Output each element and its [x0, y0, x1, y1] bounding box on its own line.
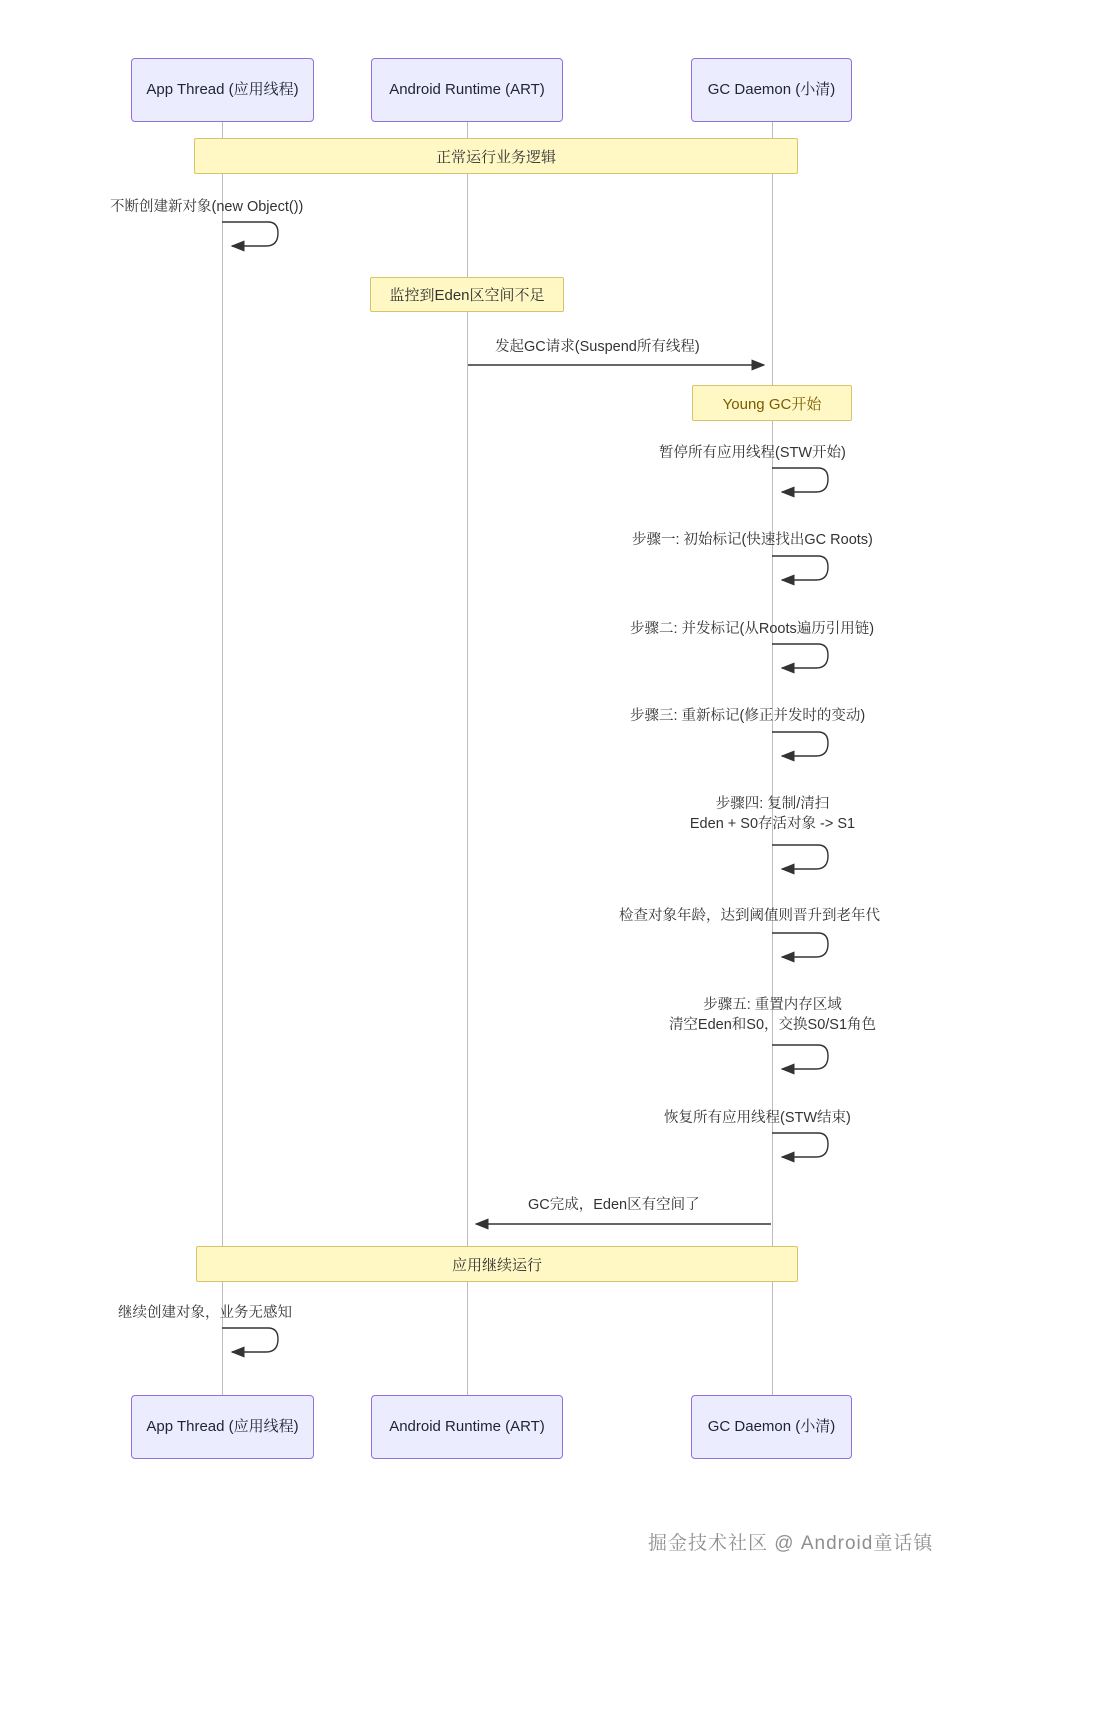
label-msg-stw-end: 恢复所有应用线程(STW结束)	[664, 1110, 851, 1126]
note-app-continue	[196, 1246, 798, 1282]
lifeline-app	[222, 122, 223, 1395]
note-text: Young GC开始	[722, 395, 822, 413]
actor-label: GC Daemon (小清)	[707, 1418, 836, 1435]
lifeline-gc	[772, 122, 773, 1395]
actor-app-thread-bottom[interactable]	[131, 1395, 314, 1459]
label-msg-step4	[640, 795, 905, 834]
label-line-1: 步骤五: 重置内存区域	[703, 997, 842, 1013]
label-msg-step3: 步骤三: 重新标记(修正并发时的变动)	[630, 708, 866, 724]
actor-android-runtime-bottom[interactable]	[371, 1395, 563, 1459]
label-msg-gc-done: GC完成，Eden区有空间了	[528, 1197, 700, 1213]
label-line-2: Eden + S0存活对象 -> S1	[689, 815, 856, 832]
actor-label: Android Runtime (ART)	[389, 81, 545, 98]
actor-label: App Thread (应用线程)	[146, 1418, 299, 1435]
label-msg-step1: 步骤一: 初始标记(快速找出GC Roots)	[632, 532, 873, 548]
label-msg-gc-request: 发起GC请求(Suspend所有线程)	[495, 339, 700, 355]
label-msg-step5	[650, 996, 895, 1035]
actor-label: GC Daemon (小清)	[707, 81, 836, 98]
label-msg-age-check: 检查对象年龄，达到阈值则晋升到老年代	[619, 908, 880, 924]
note-eden-low	[370, 277, 564, 312]
note-text: 应用继续运行	[451, 1256, 542, 1274]
label-msg-stw-start: 暂停所有应用线程(STW开始)	[659, 445, 846, 461]
actor-gc-daemon-top[interactable]	[691, 58, 852, 122]
note-normal-run	[194, 138, 798, 174]
lifeline-art	[467, 122, 468, 1395]
note-young-gc-start	[692, 385, 852, 421]
actor-gc-daemon-bottom[interactable]	[691, 1395, 852, 1459]
label-line-2: 清空Eden和S0，交换S0/S1角色	[668, 1016, 877, 1033]
label-msg-step2: 步骤二: 并发标记(从Roots遍历引用链)	[630, 621, 875, 637]
note-text: 正常运行业务逻辑	[435, 148, 556, 166]
label-line-1: 步骤四: 复制/清扫	[715, 796, 830, 812]
actor-app-thread-top[interactable]	[131, 58, 314, 122]
actor-label: App Thread (应用线程)	[146, 81, 299, 98]
watermark: 掘金技术社区 @ Android童话镇	[648, 1533, 934, 1554]
label-msg-continue-create: 继续创建对象，业务无感知	[118, 1305, 292, 1321]
label-msg-create-object: 不断创建新对象(new Object())	[110, 199, 304, 215]
actor-android-runtime-top[interactable]	[371, 58, 563, 122]
actor-label: Android Runtime (ART)	[389, 1418, 545, 1435]
note-text: 监控到Eden区空间不足	[389, 287, 545, 304]
